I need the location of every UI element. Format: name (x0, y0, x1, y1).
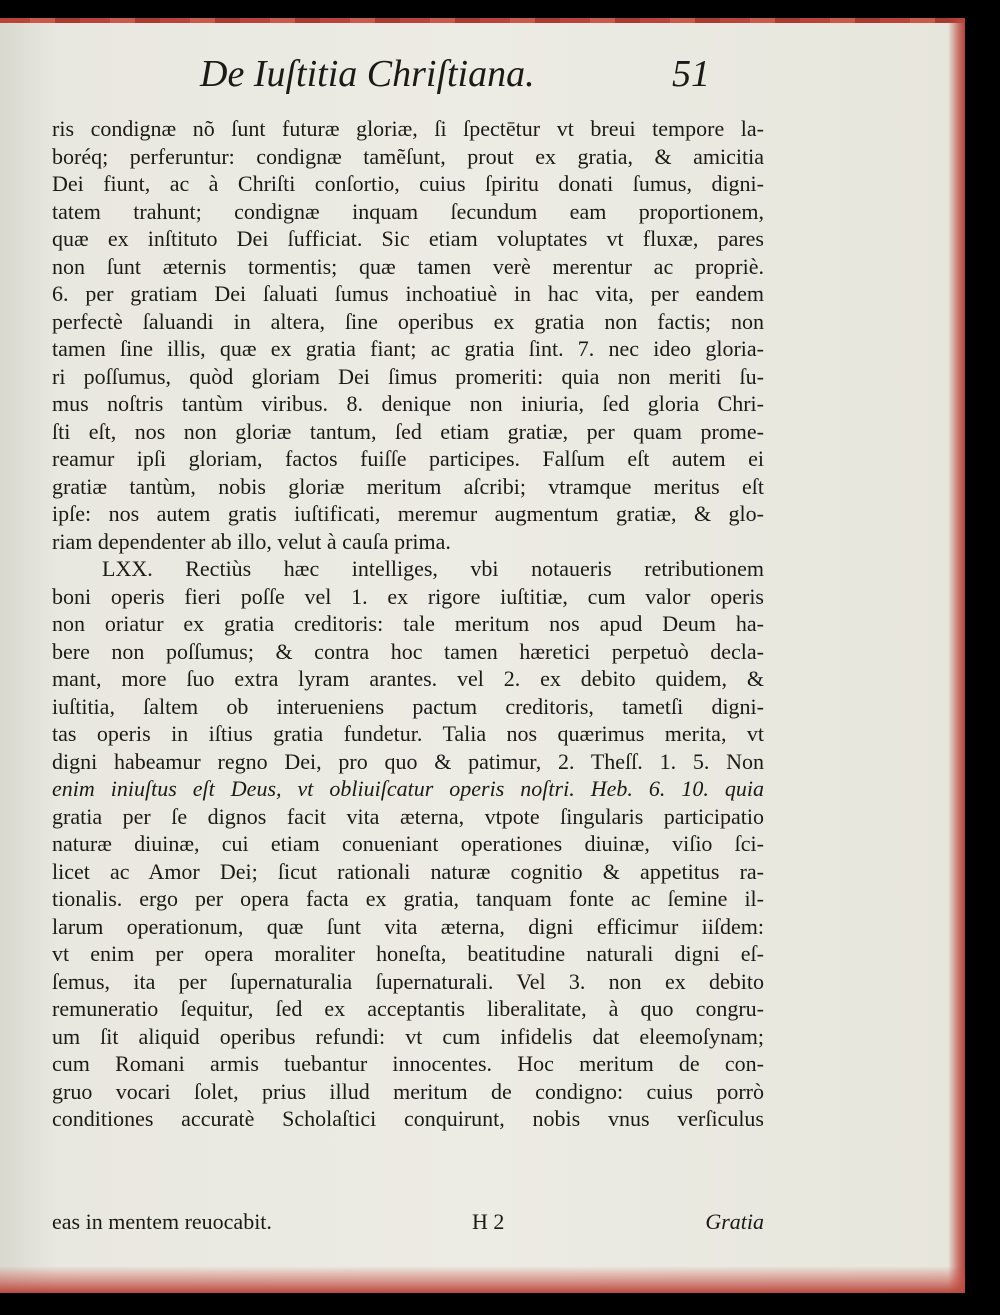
text-line: digni habeamur regno Dei, pro quo & patimur, 2. Theſſ. 1. 5. Non (52, 748, 764, 774)
text-line: perfectè ſaluandi in altera, ſine operibus ex gratia non factis; non (52, 308, 764, 334)
text-line: gratiæ tantùm, nobis gloriæ meritum aſcribi; vtramque meritus eſt (52, 473, 764, 499)
page-number: 51 (672, 53, 710, 95)
text-line: mant, more ſuo extra lyram arantes. vel 2. ex debito quidem, & (52, 666, 764, 691)
text-line: gruo vocari ſolet, prius illud meritum de condigno: cuius porrò (52, 1078, 764, 1104)
text-line: riam dependenter ab illo, velut à cauſa prima. (52, 528, 451, 554)
footer-last-line: eas in mentem reuocabit. (52, 1209, 272, 1234)
catchword: Gratia (705, 1209, 764, 1234)
text-line: bere non poſſumus; & contra hoc tamen hæretici perpetuò decla- (52, 638, 764, 664)
text-line: ipſe: nos autem gratis iuſtificati, meremur augmentum gratiæ, & glo- (52, 501, 764, 526)
text-line: licet ac Amor Dei; ſicut rationali naturæ cognitio & appetitus ra- (52, 858, 764, 884)
text-line: ri poſſumus, quòd gloriam Dei ſimus promeriti: quia non meriti ſu- (52, 363, 764, 389)
page-bottom-edge (0, 1266, 965, 1293)
page-top-edge (0, 18, 965, 23)
text-line: tas operis in iſtius gratia fundetur. Talia nos quærimus merita, vt (52, 721, 764, 746)
text-line: tatem trahunt; condignæ inquam ſecundum eam proportionem, (52, 198, 764, 224)
text-line: gratia per ſe dignos facit vita æterna, vtpote ſingularis participatio (52, 803, 764, 829)
section-heading-line: LXX. Rectiùs hæc intelliges, vbi notaueris retributionem (102, 556, 764, 581)
text-line: non ſunt æternis tormentis; quæ tamen verè merentur ac propriè. (52, 253, 764, 279)
text-line: mus noſtris tantùm viribus. 8. denique non iniuria, ſed gloria Chri- (52, 391, 764, 416)
text-line: ris condignæ nõ ſunt futuræ gloriæ, ſi ſpectētur vt breui tempore la- (52, 116, 764, 141)
running-header: De Iuſtitia Chriſtiana. (200, 53, 535, 95)
text-line: boréq; perferuntur: condignæ tamẽſunt, prout ex gratia, & amicitia (52, 143, 764, 169)
page-footer (52, 1209, 764, 1237)
text-line: non oriatur ex gratia creditoris: tale meritum nos apud Deum ha- (52, 611, 764, 636)
text-line: naturæ diuinæ, cui etiam conueniant operationes diuinæ, viſio ſci- (52, 831, 764, 856)
text-line: ſemus, ita per ſupernaturalia ſupernaturali. Vel 3. non ex debito (52, 968, 764, 994)
page-right-edge (948, 18, 965, 1293)
text-line: remuneratio ſequitur, ſed ex acceptantis liberalitate, à quo congru- (52, 996, 764, 1021)
text-line: conditiones accuratè Scholaſtici conquirunt, nobis vnus verſiculus (52, 1106, 764, 1131)
text-line: ſti eſt, nos non gloriæ tantum, ſed etiam gratiæ, per quam prome- (52, 418, 764, 444)
text-line: vt enim per opera moraliter honeſta, beatitudine naturali digni eſ- (52, 941, 764, 966)
text-line: larum operationum, quæ ſunt vita æterna, digni efficimur iiſdem: (52, 913, 764, 939)
text-line: quæ ex inſtituto Dei ſufficiat. Sic etiam voluptates vt fluxæ, pares (52, 226, 764, 251)
text-line: um ſit aliquid operibus refundi: vt cum infidelis dat eleemoſynam; (52, 1023, 764, 1049)
text-line: reamur ipſi gloriam, factos fuiſſe participes. Falſum eſt autem ei (52, 446, 764, 471)
text-line: boni operis fieri poſſe vel 1. ex rigore iuſtitiæ, cum valor operis (52, 583, 764, 609)
text-line: cum Romani armis tuebantur innocentes. Hoc meritum de con- (52, 1051, 764, 1076)
text-line: iuſtitia, ſaltem ob interueniens pactum creditoris, tametſi digni- (52, 693, 764, 719)
body-text (52, 115, 764, 1133)
text-line: tamen ſine illis, quæ ex gratia fiant; ac gratia ſint. 7. nec ideo gloria- (52, 336, 764, 361)
text-line: Dei fiunt, ac à Chriſti conſortio, cuius ſpiritu donati ſumus, digni- (52, 171, 764, 196)
scripture-quote-line: enim iniuſtus eſt Deus, vt obliuiſcatur operis noſtri. Heb. 6. 10. quia (52, 776, 764, 801)
text-line: 6. per gratiam Dei ſaluati ſumus inchoatiuè in hac vita, per eandem (52, 281, 764, 306)
signature-mark: H 2 (472, 1209, 505, 1234)
text-line: tionalis. ergo per opera facta ex gratia, tanquam fonte ac ſemine il- (52, 886, 764, 911)
